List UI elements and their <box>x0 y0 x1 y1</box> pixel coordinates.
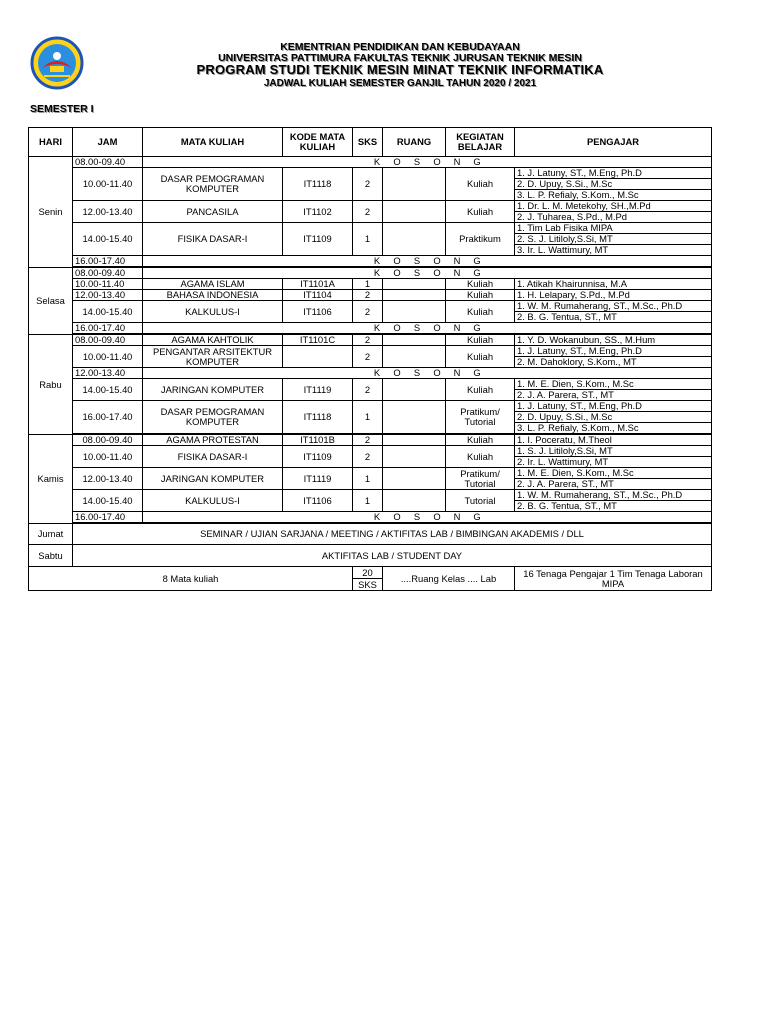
course-code: IT1118 <box>283 168 353 201</box>
table-row <box>29 335 712 346</box>
jumat-activity: SEMINAR / UJIAN SARJANA / MEETING / AKTIFITAS LAB / BIMBINGAN AKADEMIS / DLL <box>73 524 712 545</box>
room-cell <box>383 468 446 490</box>
table-row <box>29 168 712 179</box>
table-row <box>29 301 712 312</box>
lecturer: 2. S. J. Litiloly,S.Si, MT <box>515 234 712 245</box>
col-ruang: RUANG <box>383 128 446 157</box>
lecturer: 1. H. Lelapary, S.Pd., M.Pd <box>515 290 712 301</box>
header-program: PROGRAM STUDI TEKNIK MESIN MINAT TEKNIK INFORMATIKA <box>196 62 604 77</box>
course-name: AGAMA ISLAM <box>143 279 283 290</box>
course-sks: 2 <box>353 290 383 301</box>
activity-cell: Kuliah <box>446 346 515 368</box>
lecturer: 2. J. A. Parera, ST., MT <box>515 479 712 490</box>
time-cell: 10.00-11.40 <box>73 346 143 368</box>
room-cell <box>383 446 446 468</box>
header-university: UNIVERSITAS PATTIMURA FAKULTAS TEKNIK JURUSAN TEKNIK MESIN <box>218 52 582 64</box>
table-row <box>29 490 712 501</box>
kosong-cell: K O S O N G <box>143 323 712 334</box>
course-code: IT1106 <box>283 490 353 512</box>
room-cell <box>383 401 446 434</box>
lecturer: 2. J. A. Parera, ST., MT <box>515 390 712 401</box>
schedule-table <box>28 127 712 591</box>
course-code: IT1104 <box>283 290 353 301</box>
day-cell: Sabtu <box>29 545 73 567</box>
table-row <box>29 346 712 357</box>
table-row <box>29 268 712 279</box>
course-sks: 1 <box>353 401 383 434</box>
table-row <box>29 446 712 457</box>
lecturer: 2. B. G. Tentua, ST., MT <box>515 312 712 323</box>
kosong-cell: K O S O N G <box>143 368 712 379</box>
activity-cell: Pratikum/ Tutorial <box>446 468 515 490</box>
summary-rooms: ....Ruang Kelas .... Lab <box>383 567 515 591</box>
course-name: PENGANTAR ARSITEKTUR KOMPUTER <box>143 346 283 368</box>
course-code: IT1101B <box>283 435 353 446</box>
course-sks: 1 <box>353 468 383 490</box>
course-code: IT1101A <box>283 279 353 290</box>
time-cell: 12.00-13.40 <box>73 290 143 301</box>
table-row <box>29 290 712 301</box>
lecturer: 1. M. E. Dien, S.Kom., M.Sc <box>515 468 712 479</box>
time-cell: 08.00-09.40 <box>73 157 143 168</box>
time-cell: 10.00-11.40 <box>73 446 143 468</box>
table-row <box>29 435 712 446</box>
course-sks: 2 <box>353 435 383 446</box>
activity-cell: Praktikum <box>446 223 515 256</box>
lecturer: 2. Ir. L. Wattimury, MT <box>515 457 712 468</box>
time-cell: 10.00-11.40 <box>73 168 143 201</box>
col-kode: KODE MATA KULIAH <box>283 128 353 157</box>
time-cell: 12.00-13.40 <box>73 201 143 223</box>
time-cell: 14.00-15.40 <box>73 490 143 512</box>
time-cell: 16.00-17.40 <box>73 256 143 267</box>
room-cell <box>383 379 446 401</box>
lecturer: 2. M. Dahoklory, S.Kom., MT <box>515 357 712 368</box>
col-hari: HARI <box>29 128 73 157</box>
day-cell: Selasa <box>29 268 73 335</box>
course-name: AGAMA KAHTOLIK <box>143 335 283 346</box>
course-name: DASAR PEMOGRAMAN KOMPUTER <box>143 401 283 434</box>
room-cell <box>383 201 446 223</box>
day-cell: Jumat <box>29 524 73 545</box>
room-cell <box>383 168 446 201</box>
course-code: IT1119 <box>283 379 353 401</box>
time-cell: 08.00-09.40 <box>73 435 143 446</box>
activity-cell: Pratikum/ Tutorial <box>446 401 515 434</box>
lecturer: 1. W. M. Rumaherang, ST., M.Sc., Ph.D <box>515 490 712 501</box>
day-cell: Senin <box>29 157 73 268</box>
course-name: AGAMA PROTESTAN <box>143 435 283 446</box>
time-cell: 16.00-17.40 <box>73 512 143 523</box>
table-row <box>29 201 712 212</box>
summary-course-count: 8 Mata kuliah <box>29 567 353 591</box>
table-row <box>29 256 712 267</box>
course-name: JARINGAN KOMPUTER <box>143 468 283 490</box>
course-name: FISIKA DASAR-I <box>143 446 283 468</box>
room-cell <box>383 301 446 323</box>
summary-lecturers: 16 Tenaga Pengajar 1 Tim Tenaga Laboran MIPA <box>515 567 712 591</box>
kosong-cell: K O S O N G <box>143 268 712 279</box>
activity-cell: Kuliah <box>446 201 515 223</box>
time-cell: 12.00-13.40 <box>73 468 143 490</box>
course-code: IT1101C <box>283 335 353 346</box>
table-row <box>29 401 712 412</box>
lecturer: 1. Dr. L. M. Metekohy, SH.,M.Pd <box>515 201 712 212</box>
room-cell <box>383 490 446 512</box>
activity-cell: Kuliah <box>446 290 515 301</box>
course-sks: 2 <box>353 301 383 323</box>
course-name: PANCASILA <box>143 201 283 223</box>
time-cell: 14.00-15.40 <box>73 223 143 256</box>
time-cell: 08.00-09.40 <box>73 335 143 346</box>
table-header-row <box>29 128 712 157</box>
table-row <box>29 524 712 545</box>
time-cell: 16.00-17.40 <box>73 401 143 434</box>
lecturer: 3. L. P. Refialy, S.Kom., M.Sc <box>515 190 712 201</box>
lecturer: 2. B. G. Tentua, ST., MT <box>515 501 712 512</box>
time-cell: 12.00-13.40 <box>73 368 143 379</box>
course-name: JARINGAN KOMPUTER <box>143 379 283 401</box>
lecturer: 1. Atikah Khairunnisa, M.A <box>515 279 712 290</box>
table-row <box>29 512 712 523</box>
lecturer: 2. J. Tuharea, S.Pd., M.Pd <box>515 212 712 223</box>
table-row <box>29 157 712 168</box>
time-cell: 16.00-17.40 <box>73 323 143 334</box>
course-sks: 2 <box>353 446 383 468</box>
course-sks: 1 <box>353 490 383 512</box>
course-code: IT1109 <box>283 446 353 468</box>
lecturer: 1. S. J. Litiloly,S.Si, MT <box>515 446 712 457</box>
course-code: IT1102 <box>283 201 353 223</box>
room-cell <box>383 290 446 301</box>
course-sks: 2 <box>353 379 383 401</box>
sabtu-activity: AKTIFITAS LAB / STUDENT DAY <box>73 545 712 567</box>
course-sks: 2 <box>353 168 383 201</box>
activity-cell: Kuliah <box>446 335 515 346</box>
activity-cell: Kuliah <box>446 435 515 446</box>
lecturer: 3. L. P. Refialy, S.Kom., M.Sc <box>515 423 712 434</box>
activity-cell: Kuliah <box>446 446 515 468</box>
table-row <box>29 468 712 479</box>
room-cell <box>383 346 446 368</box>
col-sks: SKS <box>353 128 383 157</box>
course-code <box>283 346 353 368</box>
lecturer: 1. I. Poceratu, M.Theol <box>515 435 712 446</box>
lecturer: 2. D. Upuy, S.Si., M.Sc <box>515 412 712 423</box>
table-row <box>29 223 712 234</box>
kosong-cell: K O S O N G <box>143 512 712 523</box>
time-cell: 10.00-11.40 <box>73 279 143 290</box>
activity-cell: Kuliah <box>446 279 515 290</box>
course-code: IT1109 <box>283 223 353 256</box>
time-cell: 14.00-15.40 <box>73 379 143 401</box>
course-sks: 2 <box>353 346 383 368</box>
university-logo <box>28 36 86 90</box>
day-cell: Kamis <box>29 435 73 524</box>
room-cell <box>383 335 446 346</box>
col-kegiatan: KEGIATAN BELAJAR <box>446 128 515 157</box>
summary-sks-total: 20 <box>353 567 383 579</box>
col-pengajar: PENGAJAR <box>515 128 712 157</box>
col-jam: JAM <box>73 128 143 157</box>
room-cell <box>383 279 446 290</box>
room-cell <box>383 223 446 256</box>
course-name: KALKULUS-I <box>143 490 283 512</box>
course-code: IT1106 <box>283 301 353 323</box>
kosong-cell: K O S O N G <box>143 256 712 267</box>
col-mata-kuliah: MATA KULIAH <box>143 128 283 157</box>
course-code: IT1118 <box>283 401 353 434</box>
activity-cell: Tutorial <box>446 490 515 512</box>
kosong-cell: K O S O N G <box>143 157 712 168</box>
course-name: FISIKA DASAR-I <box>143 223 283 256</box>
lecturer: 1. Tim Lab Fisika MIPA <box>515 223 712 234</box>
lecturer: 1. M. E. Dien, S.Kom., M.Sc <box>515 379 712 390</box>
lecturer: 2. D. Upuy, S.Si., M.Sc <box>515 179 712 190</box>
header-ministry: KEMENTRIAN PENDIDIKAN DAN KEBUDAYAAN <box>280 41 520 53</box>
activity-cell: Kuliah <box>446 301 515 323</box>
table-row <box>29 545 712 567</box>
course-sks: 1 <box>353 279 383 290</box>
lecturer: 1. J. Latuny, ST., M.Eng, Ph.D <box>515 401 712 412</box>
time-cell: 14.00-15.40 <box>73 301 143 323</box>
activity-cell: Kuliah <box>446 379 515 401</box>
lecturer: 1. W. M. Rumaherang, ST., M.Sc., Ph.D <box>515 301 712 312</box>
lecturer: 1. J. Latuny, ST., M.Eng, Ph.D <box>515 346 712 357</box>
table-row <box>29 379 712 390</box>
lecturer: 1. J. Latuny, ST., M.Eng, Ph.D <box>515 168 712 179</box>
header-schedule-title: JADWAL KULIAH SEMESTER GANJIL TAHUN 2020 / 2021 <box>263 78 537 89</box>
table-row <box>29 323 712 334</box>
room-cell <box>383 435 446 446</box>
lecturer: 1. Y. D. Wokanubun, SS., M.Hum <box>515 335 712 346</box>
course-code: IT1119 <box>283 468 353 490</box>
course-name: KALKULUS-I <box>143 301 283 323</box>
course-sks: 2 <box>353 335 383 346</box>
course-sks: 2 <box>353 201 383 223</box>
summary-sks-label: SKS <box>353 579 383 591</box>
activity-cell: Kuliah <box>446 168 515 201</box>
lecturer: 3. Ir. L. Wattimury, MT <box>515 245 712 256</box>
time-cell: 08.00-09.40 <box>73 268 143 279</box>
table-row <box>29 279 712 290</box>
course-name: BAHASA INDONESIA <box>143 290 283 301</box>
summary-row <box>29 567 712 579</box>
semester-label: SEMESTER I <box>30 103 94 115</box>
table-row <box>29 368 712 379</box>
course-sks: 1 <box>353 223 383 256</box>
day-cell: Rabu <box>29 335 73 435</box>
course-name: DASAR PEMOGRAMAN KOMPUTER <box>143 168 283 201</box>
